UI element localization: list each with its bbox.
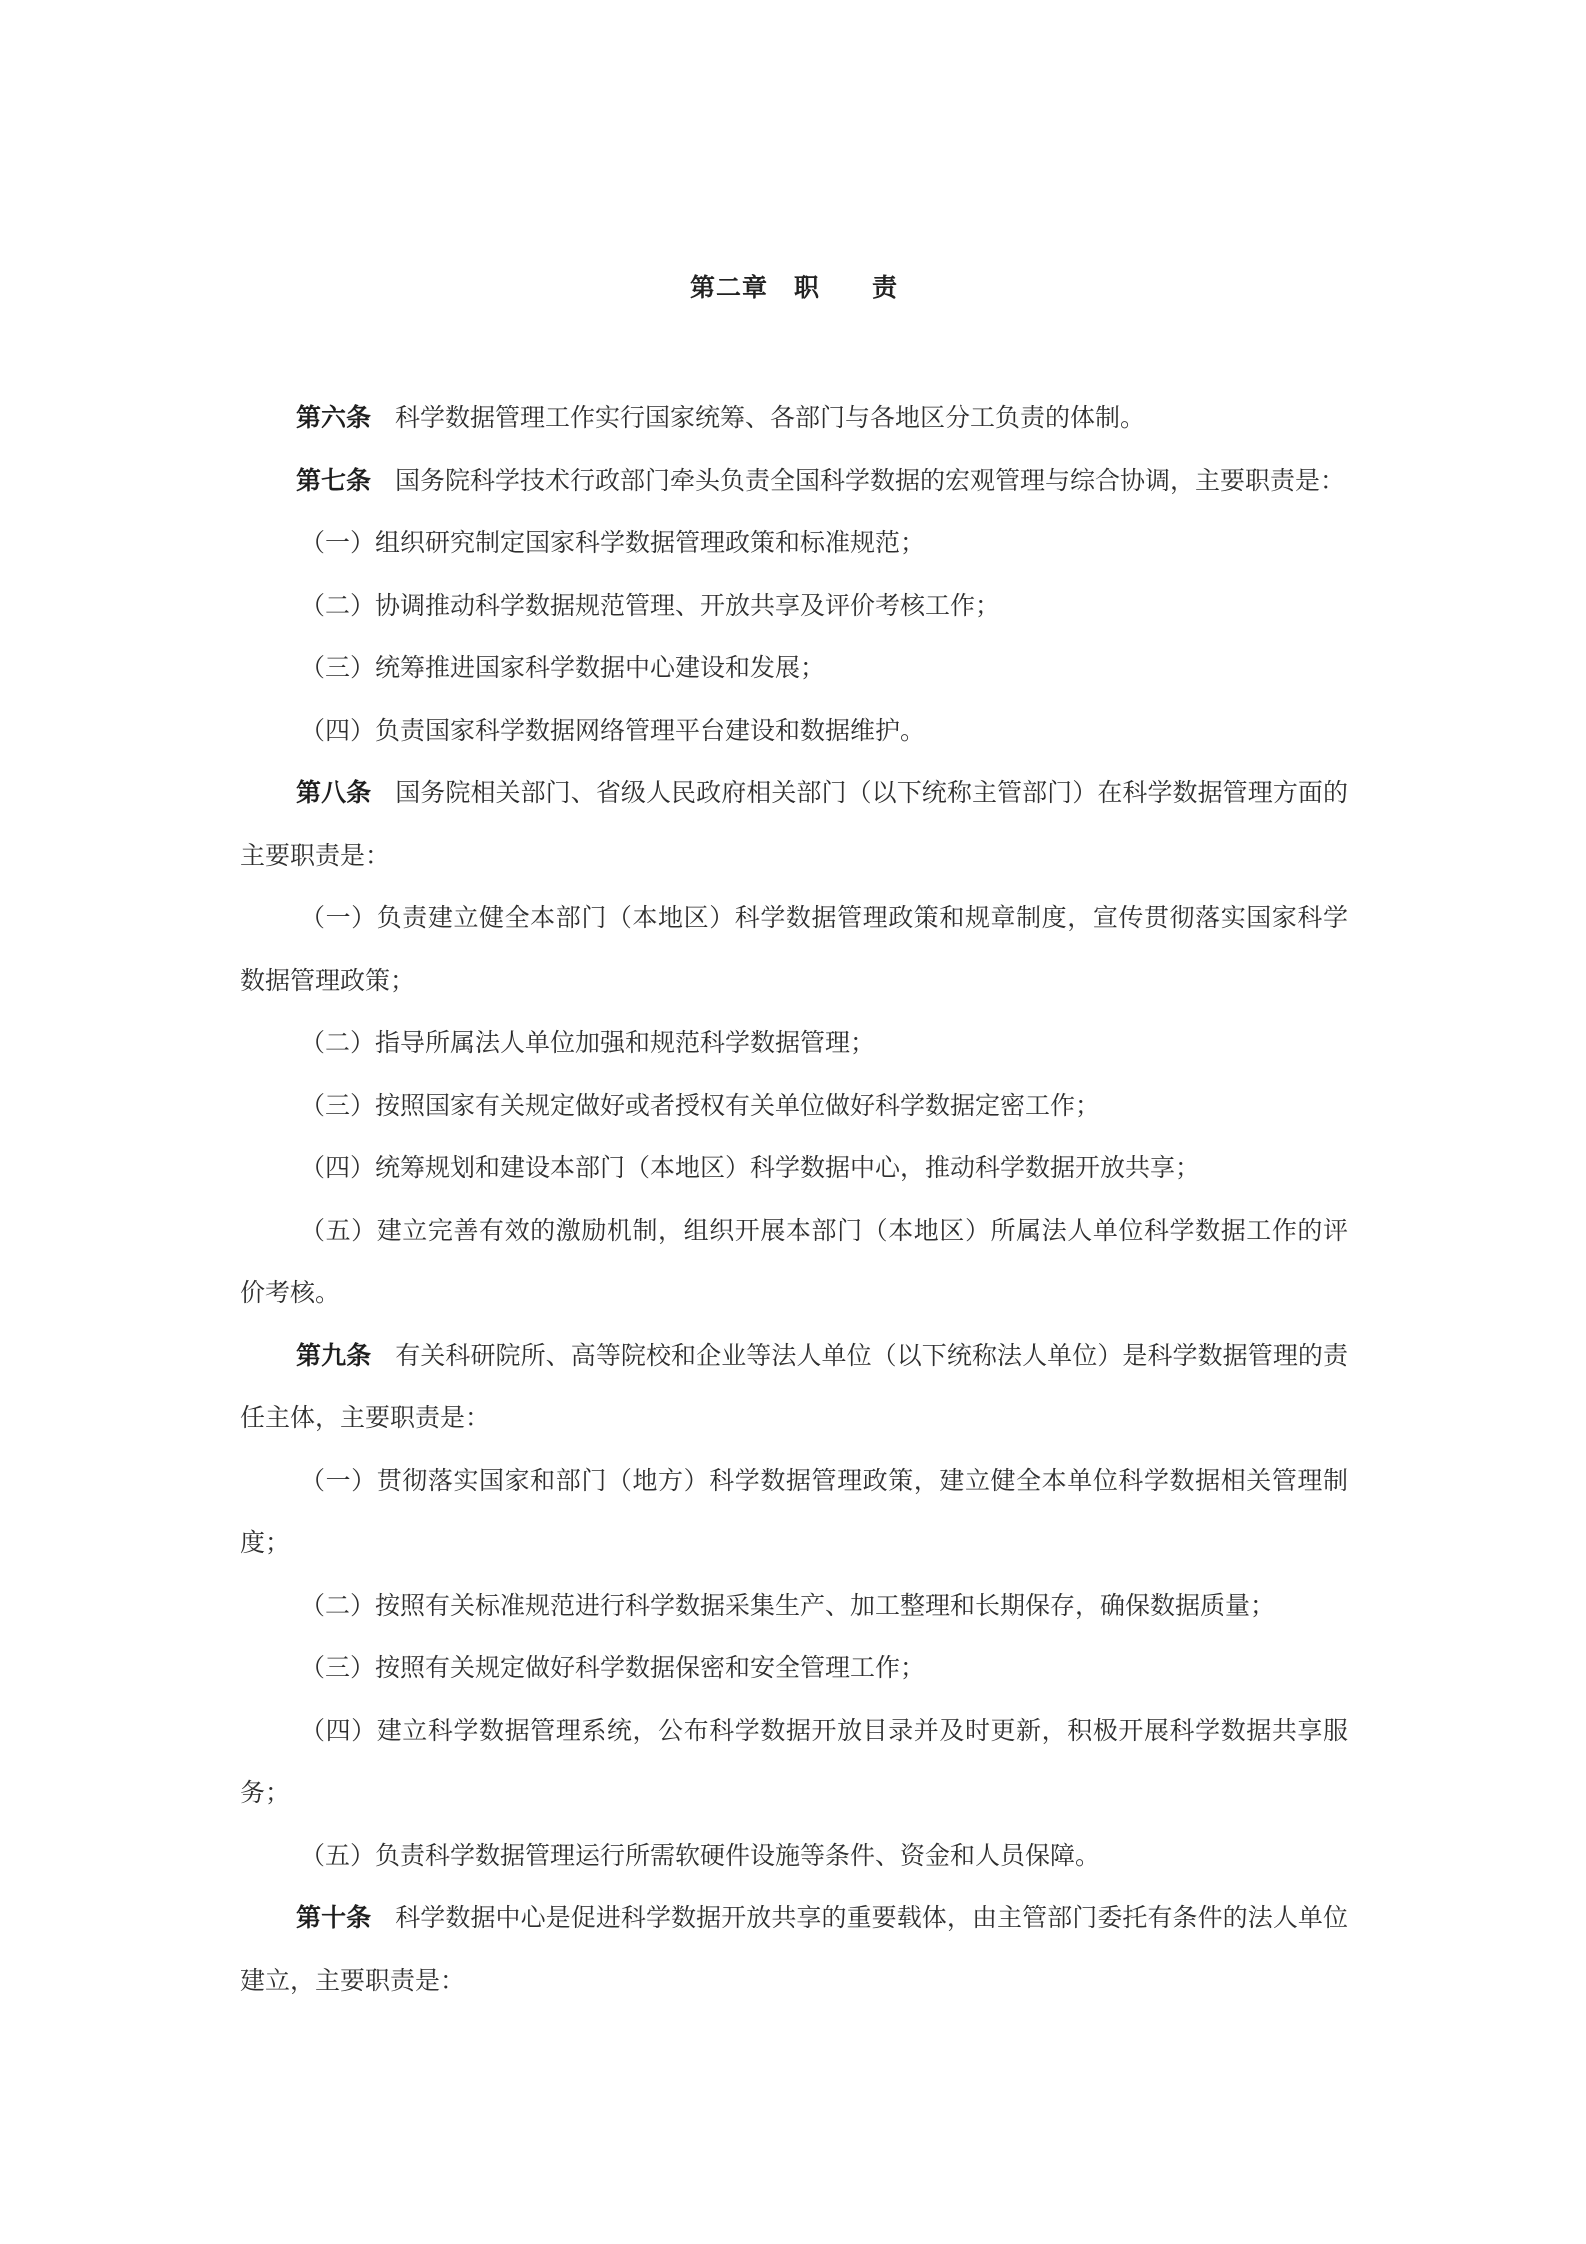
list-item: （一）负责建立健全本部门（本地区）科学数据管理政策和规章制度，宣传贯彻落实国家科学数据管理政策； xyxy=(240,903,1348,995)
list-item: （一）贯彻落实国家和部门（地方）科学数据管理政策，建立健全本单位科学数据相关管理制度； xyxy=(240,1465,1348,1557)
article-6 xyxy=(240,387,1348,450)
document-body xyxy=(240,387,1348,2012)
list-item: （四）建立科学数据管理系统，公布科学数据开放目录并及时更新，积极开展科学数据共享服务； xyxy=(240,1715,1348,1807)
article-9 xyxy=(240,1325,1348,1450)
article-text: 科学数据中心是促进科学数据开放共享的重要载体，由主管部门委托有条件的法人单位建立，主要职责是： xyxy=(240,1903,1348,1995)
article-text: 有关科研院所、高等院校和企业等法人单位（以下统称法人单位）是科学数据管理的责任主体，主要职责是： xyxy=(240,1340,1348,1432)
article-text: 国务院相关部门、省级人民政府相关部门（以下统称主管部门）在科学数据管理方面的主要职责是： xyxy=(240,778,1348,870)
list-item: （五）负责科学数据管理运行所需软硬件设施等条件、资金和人员保障。 xyxy=(300,1840,1101,1870)
article-label: 第七条 xyxy=(296,465,372,495)
list-item: （一）组织研究制定国家科学数据管理政策和标准规范； xyxy=(300,528,926,557)
chapter-title: 第二章 职 责 xyxy=(689,273,898,302)
article-label: 第九条 xyxy=(296,1340,372,1370)
list-item: （二）协调推动科学数据规范管理、开放共享及评价考核工作； xyxy=(300,590,1001,620)
list-item: （三）按照国家有关规定做好或者授权有关单位做好科学数据定密工作； xyxy=(300,1090,1101,1120)
article-label: 第六条 xyxy=(296,403,372,432)
list-item: （二）按照有关标准规范进行科学数据采集生产、加工整理和长期保存，确保数据质量； xyxy=(300,1590,1276,1620)
list-item: （二）指导所属法人单位加强和规范科学数据管理； xyxy=(300,1028,876,1057)
list-item: （四）负责国家科学数据网络管理平台建设和数据维护。 xyxy=(300,715,926,745)
article-8 xyxy=(240,762,1348,887)
article-label: 第十条 xyxy=(296,1903,372,1932)
list-item: （四）统筹规划和建设本部门（本地区）科学数据中心，推动科学数据开放共享； xyxy=(300,1153,1201,1182)
article-text: 科学数据管理工作实行国家统筹、各部门与各地区分工负责的体制。 xyxy=(395,403,1146,432)
list-item: （三）按照有关规定做好科学数据保密和安全管理工作； xyxy=(300,1653,926,1682)
list-item: （五）建立完善有效的激励机制，组织开展本部门（本地区）所属法人单位科学数据工作的评价考核。 xyxy=(240,1215,1348,1307)
article-10 xyxy=(240,1887,1348,2012)
article-7 xyxy=(240,450,1348,513)
list-item: （三）统筹推进国家科学数据中心建设和发展； xyxy=(300,653,826,682)
article-label: 第八条 xyxy=(296,778,372,807)
article-text: 国务院科学技术行政部门牵头负责全国科学数据的宏观管理与综合协调，主要职责是： xyxy=(395,465,1346,495)
